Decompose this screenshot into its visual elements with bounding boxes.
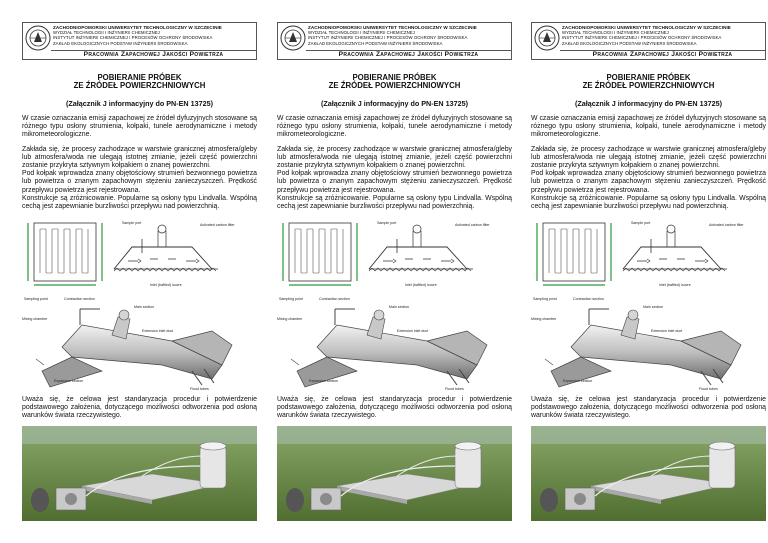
institution-header bbox=[531, 22, 766, 60]
diagram-label: Main section bbox=[643, 304, 664, 309]
diagram-label: Sampling point bbox=[24, 296, 48, 301]
diagram-label: Activated carbon filter bbox=[709, 222, 744, 227]
hood-diagram-drawing bbox=[22, 219, 257, 291]
diagram-label: Contraction section bbox=[64, 296, 95, 301]
diagram-label: Activated carbon filter bbox=[200, 222, 235, 227]
diagram-label: Sample port bbox=[122, 220, 142, 225]
diagram-label: Mixing chamber bbox=[531, 316, 557, 321]
wind-tunnel-diagram bbox=[22, 295, 257, 393]
header-line: ZAKŁAD EKOLOGICZNYCH PODSTAW INŻYNIERII ŚRODOWISKA bbox=[53, 40, 188, 46]
annex-reference: (Załącznik J informacyjny do PN-EN 13725) bbox=[575, 98, 722, 108]
lab-name: Pracownia Zapachowej Jakości Powietrza bbox=[306, 50, 511, 59]
diagram-label: Extension inlet duct bbox=[142, 328, 174, 333]
diagram-label: Extension inlet duct bbox=[397, 328, 429, 333]
diagram-label: Flood tubes bbox=[190, 386, 209, 391]
institution-header bbox=[22, 22, 257, 60]
conclusion-paragraph: Uważa się, że celowa jest standaryzacja procedur i potwierdzenie podstawowego założenia, dotyczącego możliwości odtworzenia pod osłoną warunków świata rzeczywistego. bbox=[22, 395, 257, 420]
leaflet-column-2 bbox=[277, 22, 512, 537]
title-line: ZE ŹRÓDEŁ POWIERZCHNIOWYCH bbox=[328, 81, 461, 91]
header-line: INSTYTUT INŻYNIERII CHEMICZNEJ I PROCESÓW OCHRONY ŚRODOWISKA bbox=[308, 35, 468, 41]
hood-diagram bbox=[277, 219, 512, 291]
assumption-paragraph bbox=[277, 146, 512, 211]
institution-header bbox=[277, 22, 512, 60]
diagram-label: Inlet (baffled) louvre bbox=[150, 282, 182, 287]
title-line: ZE ŹRÓDEŁ POWIERZCHNIOWYCH bbox=[73, 81, 206, 91]
annex-reference: (Załącznik J informacyjny do PN-EN 13725) bbox=[321, 98, 468, 108]
hood-diagram bbox=[531, 219, 766, 291]
paragraph-line: Konstrukcje są zróżnicowanie. Popularne są osłony typu Lindvalla. Wspólną cechą jest zapewnianie burzliwości przepływu nad powierzchnią. bbox=[277, 194, 512, 210]
header-line: ZACHODNIOPOMORSKI UNIWERSYTET TECHNOLOGICZNY W SZCZECINIE bbox=[308, 25, 477, 30]
paragraph-line: Pod kołpak wprowadza znany objętościowy strumień bezwonnego powietrza lub powietrza o znanym zapachowym stężeniu zanieczyszczeń. Prędkość przepływu powietrza jest rejestrowana. bbox=[277, 170, 512, 194]
paragraph-line: Zakłada się, że procesy zachodzące w warstwie granicznej atmosfera/gleby lub atmosfera/woda nie ulegają istotnej zmianie, jeżeli część powierzchni zostanie przykryta sztywnym kołpakiem o znanej powierzchni. bbox=[277, 146, 512, 170]
diagram-label: Mixing chamber bbox=[277, 316, 303, 321]
paragraph-line: Konstrukcje są zróżnicowanie. Popularne są osłony typu Lindvalla. Wspólną cechą jest zapewnianie burzliwości przepływu nad powierzchnią. bbox=[531, 194, 766, 210]
field-photo bbox=[277, 426, 512, 521]
title-line: ZE ŹRÓDEŁ POWIERZCHNIOWYCH bbox=[582, 81, 715, 91]
diagram-label: Main section bbox=[389, 304, 410, 309]
field-photo-image bbox=[22, 426, 257, 521]
diagram-label: Contraction section bbox=[573, 296, 604, 301]
paragraph-line: Zakłada się, że procesy zachodzące w warstwie granicznej atmosfera/gleby lub atmosfera/woda nie ulegają istotnej zmianie, jeżeli część powierzchni zostanie przykryta sztywnym kołpakiem o znanej powierzchni. bbox=[531, 146, 766, 170]
paragraph-line: Pod kołpak wprowadza znany objętościowy strumień bezwonnego powietrza lub powietrza o znanym zapachowym stężeniu zanieczyszczeń. Prędkość przepływu powietrza jest rejestrowana. bbox=[22, 170, 257, 194]
diagram-label: Sampling point bbox=[533, 296, 557, 301]
hood-diagram bbox=[22, 219, 257, 291]
lab-name: Pracownia Zapachowej Jakości Powietrza bbox=[560, 50, 765, 59]
field-photo bbox=[22, 426, 257, 521]
header-line: ZAKŁAD EKOLOGICZNYCH PODSTAW INŻYNIERII ŚRODOWISKA bbox=[308, 40, 443, 46]
header-line: INSTYTUT INŻYNIERII CHEMICZNEJ I PROCESÓW OCHRONY ŚRODOWISKA bbox=[53, 35, 213, 41]
diagram-label: Sample port bbox=[377, 220, 397, 225]
title-line: POBIERANIE PRÓBEK bbox=[352, 73, 437, 82]
diagram-label: Extension inlet duct bbox=[651, 328, 683, 333]
page-title bbox=[531, 74, 766, 91]
leaflet-column-1 bbox=[22, 22, 257, 537]
field-photo bbox=[531, 426, 766, 521]
diagram-label: Inlet (baffled) louvre bbox=[659, 282, 691, 287]
university-logo-icon bbox=[280, 25, 306, 51]
leaflet-column-3 bbox=[531, 22, 766, 537]
wind-tunnel-diagram bbox=[277, 295, 512, 393]
diagram-label: Mixing chamber bbox=[22, 316, 48, 321]
paragraph-line: Konstrukcje są zróżnicowanie. Popularne są osłony typu Lindvalla. Wspólną cechą jest zapewnianie burzliwości przepływu nad powierzchnią. bbox=[22, 194, 257, 210]
header-line: WYDZIAŁ TECHNOLOGII I INŻYNIERII CHEMICZNEJ bbox=[53, 30, 160, 36]
diagram-label: Flood tubes bbox=[445, 386, 464, 391]
header-line: ZAKŁAD EKOLOGICZNYCH PODSTAW INŻYNIERII ŚRODOWISKA bbox=[562, 40, 697, 46]
intro-paragraph: W czasie oznaczania emisji zapachowej ze źródeł dyfuzyjnych stosowane są różnego typu osłony strumienia, kołpaki, tunele aerodynamiczne i metody mikrometeorologiczne. bbox=[531, 114, 766, 138]
intro-paragraph: W czasie oznaczania emisji zapachowej ze źródeł dyfuzyjnych stosowane są różnego typu osłony strumienia, kołpaki, tunele aerodynamiczne i metody mikrometeorologiczne. bbox=[277, 114, 512, 138]
lab-name: Pracownia Zapachowej Jakości Powietrza bbox=[51, 50, 256, 59]
page-title bbox=[277, 74, 512, 91]
conclusion-paragraph: Uważa się, że celowa jest standaryzacja procedur i potwierdzenie podstawowego założenia, dotyczącego możliwości odtworzenia pod osłoną warunków świata rzeczywistego. bbox=[531, 395, 766, 420]
university-logo-icon bbox=[534, 25, 560, 51]
diagram-label: Contraction section bbox=[319, 296, 350, 301]
header-line: ZACHODNIOPOMORSKI UNIWERSYTET TECHNOLOGICZNY W SZCZECINIE bbox=[562, 25, 731, 30]
title-line: POBIERANIE PRÓBEK bbox=[97, 73, 182, 82]
header-line: WYDZIAŁ TECHNOLOGII I INŻYNIERII CHEMICZNEJ bbox=[562, 30, 669, 36]
paragraph-line: Zakłada się, że procesy zachodzące w warstwie granicznej atmosfera/gleby lub atmosfera/woda nie ulegają istotnej zmianie, jeżeli część powierzchni zostanie przykryta sztywnym kołpakiem o znanej powierzchni. bbox=[22, 146, 257, 170]
intro-paragraph: W czasie oznaczania emisji zapachowej ze źródeł dyfuzyjnych stosowane są różnego typu osłony strumienia, kołpaki, tunele aerodynamiczne i metody mikrometeorologiczne. bbox=[22, 114, 257, 138]
diagram-label: Sampling point bbox=[279, 296, 303, 301]
diagram-label: Inlet (baffled) louvre bbox=[405, 282, 437, 287]
conclusion-paragraph: Uważa się, że celowa jest standaryzacja procedur i potwierdzenie podstawowego założenia, dotyczącego możliwości odtworzenia pod osłoną warunków świata rzeczywistego. bbox=[277, 395, 512, 420]
diagram-label: Expansion section bbox=[309, 378, 339, 383]
annex-reference: (Załącznik J informacyjny do PN-EN 13725) bbox=[66, 98, 213, 108]
field-photo-image bbox=[277, 426, 512, 521]
header-line: ZACHODNIOPOMORSKI UNIWERSYTET TECHNOLOGICZNY W SZCZECINIE bbox=[53, 25, 222, 30]
wind-tunnel-diagram bbox=[531, 295, 766, 393]
header-line: WYDZIAŁ TECHNOLOGII I INŻYNIERII CHEMICZNEJ bbox=[308, 30, 415, 36]
assumption-paragraph bbox=[531, 146, 766, 211]
diagram-label: Activated carbon filter bbox=[455, 222, 490, 227]
university-logo-icon bbox=[25, 25, 51, 51]
hood-diagram-drawing bbox=[277, 219, 512, 291]
field-photo-image bbox=[531, 426, 766, 521]
header-line: INSTYTUT INŻYNIERII CHEMICZNEJ I PROCESÓW OCHRONY ŚRODOWISKA bbox=[562, 35, 722, 41]
diagram-label: Flood tubes bbox=[699, 386, 718, 391]
diagram-label: Expansion section bbox=[563, 378, 593, 383]
diagram-label: Main section bbox=[134, 304, 155, 309]
assumption-paragraph bbox=[22, 146, 257, 211]
paragraph-line: Pod kołpak wprowadza znany objętościowy strumień bezwonnego powietrza lub powietrza o znanym zapachowym stężeniu zanieczyszczeń. Prędkość przepływu powietrza jest rejestrowana. bbox=[531, 170, 766, 194]
diagram-label: Sample port bbox=[631, 220, 651, 225]
page-title bbox=[22, 74, 257, 91]
hood-diagram-drawing bbox=[531, 219, 766, 291]
diagram-label: Expansion section bbox=[54, 378, 84, 383]
title-line: POBIERANIE PRÓBEK bbox=[606, 73, 691, 82]
